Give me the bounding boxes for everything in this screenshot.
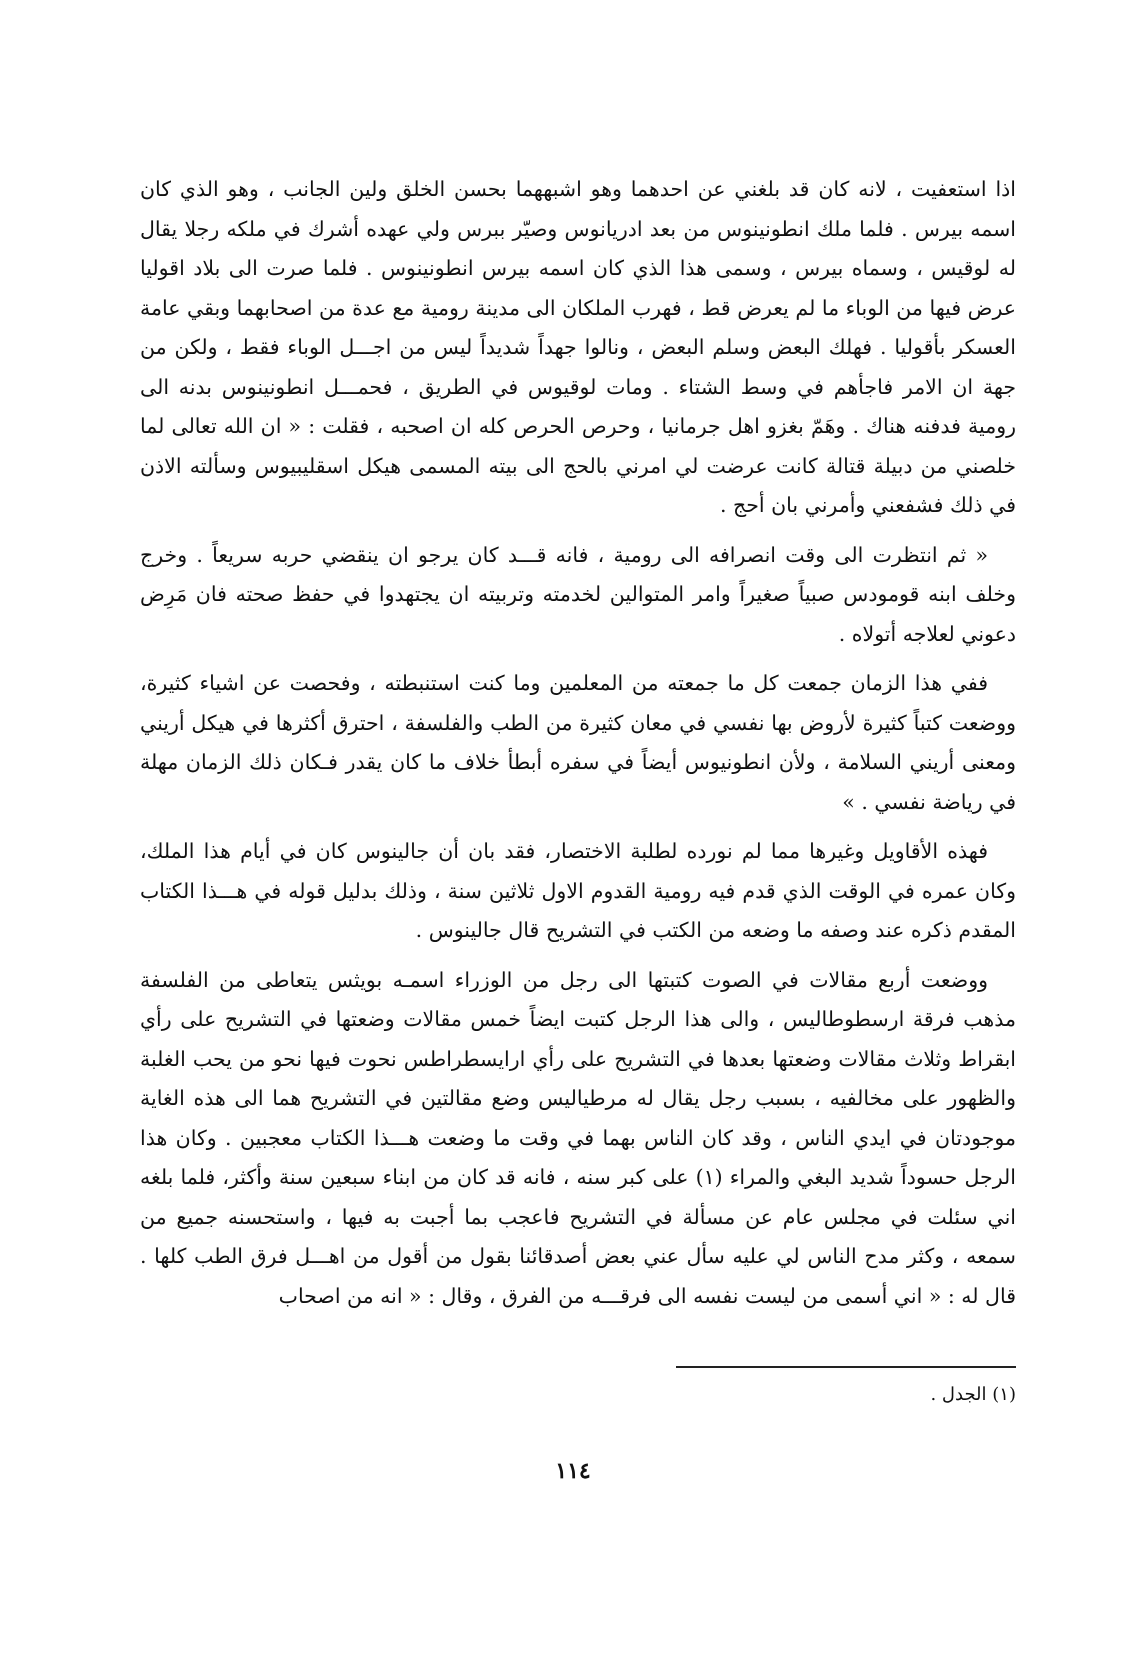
paragraph-5: ووضعت أربع مقالات في الصوت كتبتها الى رجل من الوزراء اسمـه بويثس يتعاطى من الفلسفة مذهب فرقة ارسطوطاليس ، والى هذا الرجل كتبت ايضاً خمس مقالات وضعتها في التشريح على رأي ابقراط وثلاث مقالات وضعتها بعدها في التشريح على رأي ارايسطراطس نحوت فيها نحو من يحب الغلبة والظهور على مخالفيه ، بسبب رجل يقال له مرطياليس وضع مقالتين في التشريح هما الى هذه الغاية موجودتان في ايدي الناس ، وقد كان الناس بهما في وقت ما وضعت هـــذا الكتاب معجبين . وكان هذا الرجل حسوداً شديد البغي والمراء (١) على كبر سنه ، فانه قد كان من ابناء سبعين سنة وأكثر، فلما بلغه اني سئلت في مجلس عام عن مسألة في التشريح فاعجب بما أجبت به فيها ، واستحسنه جميع من سمعه ، وكثر مدح الناس لي عليه سأل عني بعض أصدقائنا بقول من أقول من اهـــل فرق الطب كلها . قال له : « اني أسمى من ليست نفسه الى فرقـــه من الفرق ، وقال : « انه من اصحاب — [140, 967, 1016, 1308]
paragraph-3: ففي هذا الزمان جمعت كل ما جمعته من المعلمين وما كنت استنبطته ، وفحصت عن اشياء كثيرة، ووضعت كتباً كثيرة لأروض بها نفسي في معان كثيرة من الطب والفلسفة ، احترق أكثرها في هيكل أريني ومعنى أريني السلامة ، ولأن انطونيوس أيضاً في سفره أبطأ خلاف ما كان يقدر فـكان ذلك الزمان مهلة في رياضة نفسي . » — [140, 671, 1016, 814]
page-number: ١١٤ — [555, 1458, 591, 1484]
footnote-divider — [676, 1366, 1016, 1368]
paragraph-4: فهذه الأقاويل وغيرها مما لم نورده لطلبة الاختصار، فقد بان أن جالينوس كان في أيام هذا الملك، وكان عمره في الوقت الذي قدم فيه رومية القدوم الاول ثلاثين سنة ، وذلك بدليل قوله في هـــذا الكتاب المقدم ذكره عند وصفه ما وضعه من الكتب في التشريح قال جالينوس . — [140, 839, 1016, 942]
footnote: (١) الجدل . — [930, 1384, 1016, 1405]
paragraph-1: اذا استعفيت ، لانه كان قد بلغني عن احدهما وهو اشبههما بحسن الخلق ولين الجانب ، وهو الذي كان اسمه بيرس . فلما ملك انطونينوس من بعد ادريانوس وصيّر ببرس ولي عهده أشرك في ملكه رجلا يقال له لوقيس ، وسماه بيرس ، وسمى هذا الذي كان اسمه بيرس انطونينوس . فلما صرت الى بلاد اقوليا عرض فيها من الوباء ما لم يعرض قط ، فهرب الملكان الى مدينة رومية مع عدة من اصحابهما وبقي عامة العسكر بأقوليا . فهلك البعض وسلم البعض ، ونالوا جهداً شديداً ليس من اجـــل الوباء فقط ، ولكن من جهة ان الامر فاجأهم في وسط الشتاء . ومات لوقيوس في الطريق ، فحمـــل انطونينوس بدنه الى رومية فدفنه هناك . وهَمّ بغزو اهل جرمانيا ، وحرص الحرص كله ان اصحبه ، فقلت : « ان الله تعالى لما خلصني من دبيلة قتالة كانت عرضت لي امرني بالحج الى بيته المسمى هيكل اسقليبيوس وسألته الاذن في ذلك فشفعني وأمرني بان أحج . — [140, 177, 1016, 517]
paragraph-2: « ثم انتظرت الى وقت انصرافه الى رومية ، فانه قـــد كان يرجو ان ينقضي حربه سريعاً . وخرج وخلف ابنه قومودس صبياً صغيراً وامر المتوالين لخدمته وتربيته ان يجتهدوا في حفظ صحته فان مَرِض دعوني لعلاجه أتولاه . — [140, 542, 1016, 646]
main-text — [140, 170, 1016, 1316]
